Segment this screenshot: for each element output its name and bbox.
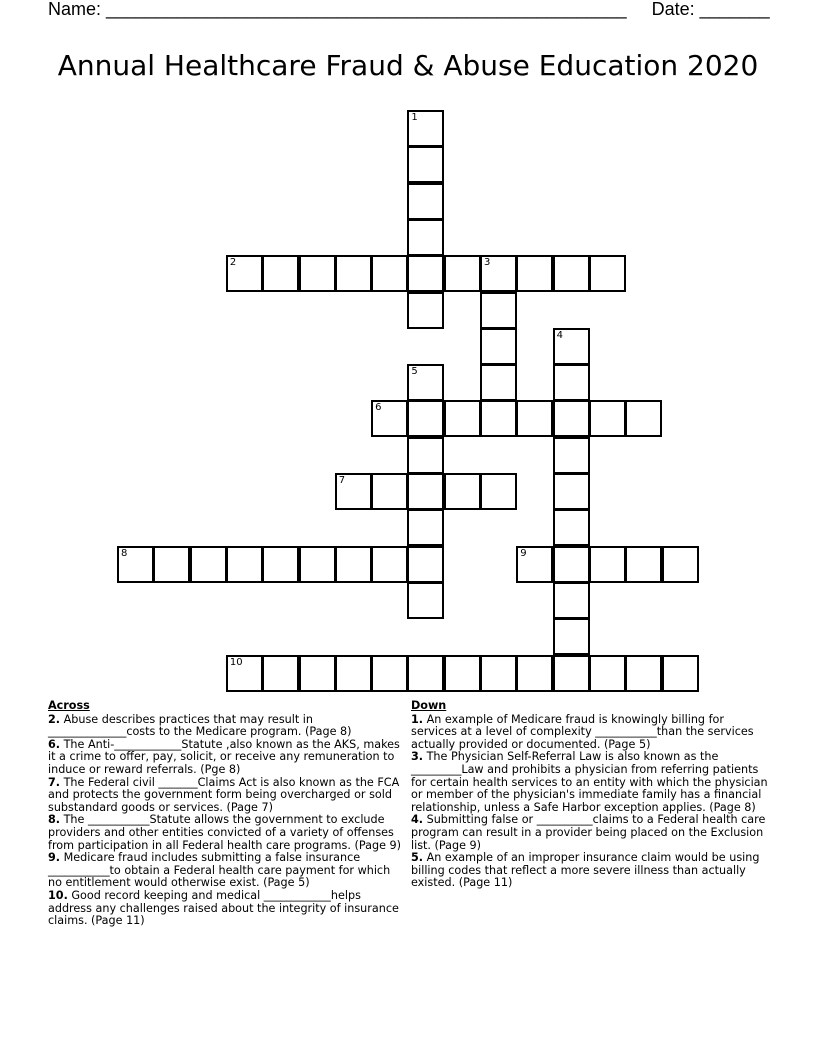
clue-text: An example of Medicare fraud is knowingly billing for services at a level of complexity ___________than the services actually provided or documented. (Page 5): [411, 712, 754, 751]
grid-cell[interactable]: [407, 437, 444, 474]
clue-label: 9.: [48, 851, 61, 865]
grid-cell[interactable]: [480, 328, 517, 365]
grid-cell[interactable]: [299, 546, 336, 583]
down-clue: [411, 814, 771, 852]
clue-text: Medicare fraud includes submitting a false insurance ___________to obtain a Federal health care payment for which no entitlement would otherwise exist. (Page 5): [48, 851, 391, 890]
across-clue: [48, 739, 406, 777]
grid-cell[interactable]: [480, 255, 517, 292]
clue-label: 2.: [48, 712, 61, 726]
clue-label: 3.: [411, 750, 424, 764]
grid-cell[interactable]: [335, 655, 372, 692]
grid-cell[interactable]: [407, 473, 444, 510]
grid-cell[interactable]: [662, 546, 699, 583]
grid-cell[interactable]: [553, 400, 590, 437]
grid-cell[interactable]: [335, 546, 372, 583]
grid-cell[interactable]: [407, 400, 444, 437]
grid-cell[interactable]: [589, 400, 626, 437]
clue-label: 8.: [48, 813, 61, 827]
grid-cell[interactable]: [407, 292, 444, 329]
down-clue: [411, 751, 771, 814]
down-clue: [411, 852, 771, 890]
clue-number: 5: [411, 366, 418, 378]
grid-cell[interactable]: [444, 655, 481, 692]
grid-cell[interactable]: [262, 255, 299, 292]
grid-cell[interactable]: [407, 582, 444, 619]
clue-text: The Federal civil _______Claims Act is also known as the FCA and protects the government form being overcharged or sold substandard goods or services. (Page 7): [48, 775, 400, 814]
clue-label: 5.: [411, 851, 424, 865]
grid-cell[interactable]: [444, 400, 481, 437]
grid-cell[interactable]: [371, 255, 408, 292]
grid-cell[interactable]: [407, 146, 444, 183]
across-clues: [48, 700, 406, 928]
grid-cell[interactable]: [553, 655, 590, 692]
clue-number: 10: [229, 656, 243, 668]
grid-cell[interactable]: [190, 546, 227, 583]
across-clue: [48, 814, 406, 852]
grid-cell[interactable]: [553, 582, 590, 619]
clue-number: 9: [520, 547, 527, 559]
grid-cell[interactable]: [407, 546, 444, 583]
puzzle-title: Annual Healthcare Fraud & Abuse Education 2020: [57, 49, 759, 82]
grid-cell[interactable]: [480, 364, 517, 401]
grid-cell[interactable]: [480, 655, 517, 692]
grid-cell[interactable]: [625, 655, 662, 692]
down-clues: [411, 700, 771, 890]
grid-cell[interactable]: [553, 618, 590, 655]
grid-cell[interactable]: [480, 292, 517, 329]
clue-number: 2: [229, 257, 237, 269]
grid-cell[interactable]: [407, 255, 444, 292]
clue-label: 10.: [48, 888, 68, 902]
down-heading: Down: [411, 699, 447, 712]
grid-cell[interactable]: [480, 473, 517, 510]
grid-cell[interactable]: [553, 255, 590, 292]
grid-cell[interactable]: [516, 400, 553, 437]
grid-cell[interactable]: [516, 255, 553, 292]
clue-number: 7: [338, 475, 346, 486]
grid-cell[interactable]: [262, 546, 299, 583]
grid-cell[interactable]: [516, 655, 553, 692]
grid-cell[interactable]: [625, 546, 662, 583]
grid-cell[interactable]: [117, 546, 154, 583]
grid-cell[interactable]: [335, 255, 372, 292]
grid-cell[interactable]: [553, 546, 590, 583]
clue-label: 4.: [411, 813, 424, 827]
across-clue: [48, 852, 406, 890]
grid-cell[interactable]: [480, 400, 517, 437]
grid-cell[interactable]: [371, 655, 408, 692]
grid-cell[interactable]: [553, 364, 590, 401]
grid-cell[interactable]: [299, 255, 336, 292]
clue-text: Abuse describes practices that may result in ______________costs to the Medicare program. (Page 8): [48, 712, 352, 739]
grid-cell[interactable]: [444, 255, 481, 292]
clue-number: 3: [484, 257, 491, 269]
grid-cell[interactable]: [407, 110, 444, 147]
grid-cell[interactable]: [553, 509, 590, 546]
grid-cell[interactable]: [262, 655, 299, 692]
down-clue: [411, 714, 771, 752]
grid-cell[interactable]: [371, 473, 408, 510]
grid-cell[interactable]: [299, 655, 336, 692]
grid-cell[interactable]: [589, 546, 626, 583]
clue-text: The ___________Statute allows the government to exclude providers and other entities convicted of a variety of offenses from participation in all Federal health care programs. (Page 9): [48, 813, 401, 852]
clue-number: 4: [556, 329, 563, 341]
grid-cell[interactable]: [589, 255, 626, 292]
clue-number: 8: [121, 547, 128, 559]
clue-text: The Physician Self-Referral Law is also known as the _________Law and prohibits a physician from referring patients for certain health services to an entity with which the physician or member of the physician's immediate family has a financial relationship, unless a Safe Harbor exception applies. (Page 8): [411, 750, 768, 814]
grid-cell[interactable]: [226, 655, 263, 692]
grid-cell[interactable]: [371, 400, 408, 437]
grid-cell[interactable]: [153, 546, 190, 583]
grid-cell[interactable]: [589, 655, 626, 692]
grid-cell[interactable]: [407, 509, 444, 546]
grid-cell[interactable]: [444, 473, 481, 510]
grid-cell[interactable]: [553, 437, 590, 474]
across-clue-list: [48, 714, 406, 928]
across-clue: [48, 714, 406, 739]
down-clue-list: [411, 714, 771, 890]
clue-label: 7.: [48, 775, 61, 789]
clue-number: 6: [375, 402, 382, 414]
clue-label: 6.: [48, 737, 61, 751]
clue-text: Submitting false or __________claims to a Federal health care program can result in a provider being placed on the Exclusion list. (Page 9): [411, 813, 766, 852]
grid-cell[interactable]: [226, 546, 263, 583]
across-clue: [48, 777, 406, 815]
grid-cell[interactable]: [553, 473, 590, 510]
across-clue: [48, 890, 406, 928]
clue-text: An example of an improper insurance claim would be using billing codes that reflect a more severe illness than actually existed. (Page 11): [411, 851, 760, 890]
grid-cell[interactable]: [625, 400, 662, 437]
clue-number: 1: [411, 112, 418, 123]
grid-cell[interactable]: [407, 219, 444, 256]
across-heading: Across: [48, 699, 90, 712]
grid-cell[interactable]: [553, 328, 590, 365]
grid-cell[interactable]: [335, 473, 372, 510]
clue-text: The Anti-____________Statute ,also known as the AKS, makes it a crime to offer, pay, solicit, or receive any remuneration to induce or reward referrals. (Pge 8): [48, 737, 400, 776]
grid-cell[interactable]: [226, 255, 263, 292]
grid-cell[interactable]: [516, 546, 553, 583]
grid-cell[interactable]: [407, 183, 444, 220]
grid-cell[interactable]: [407, 364, 444, 401]
clue-label: 1.: [411, 712, 424, 726]
grid-cell[interactable]: [662, 655, 699, 692]
clue-text: Good record keeping and medical ____________helps address any challenges raised about the integrity of insurance claims. (Page 11): [48, 888, 399, 928]
grid-cell[interactable]: [407, 655, 444, 692]
grid-cell[interactable]: [371, 546, 408, 583]
name-date-line[interactable]: Name: ____________________________________________________ Date: _______: [48, 0, 770, 19]
